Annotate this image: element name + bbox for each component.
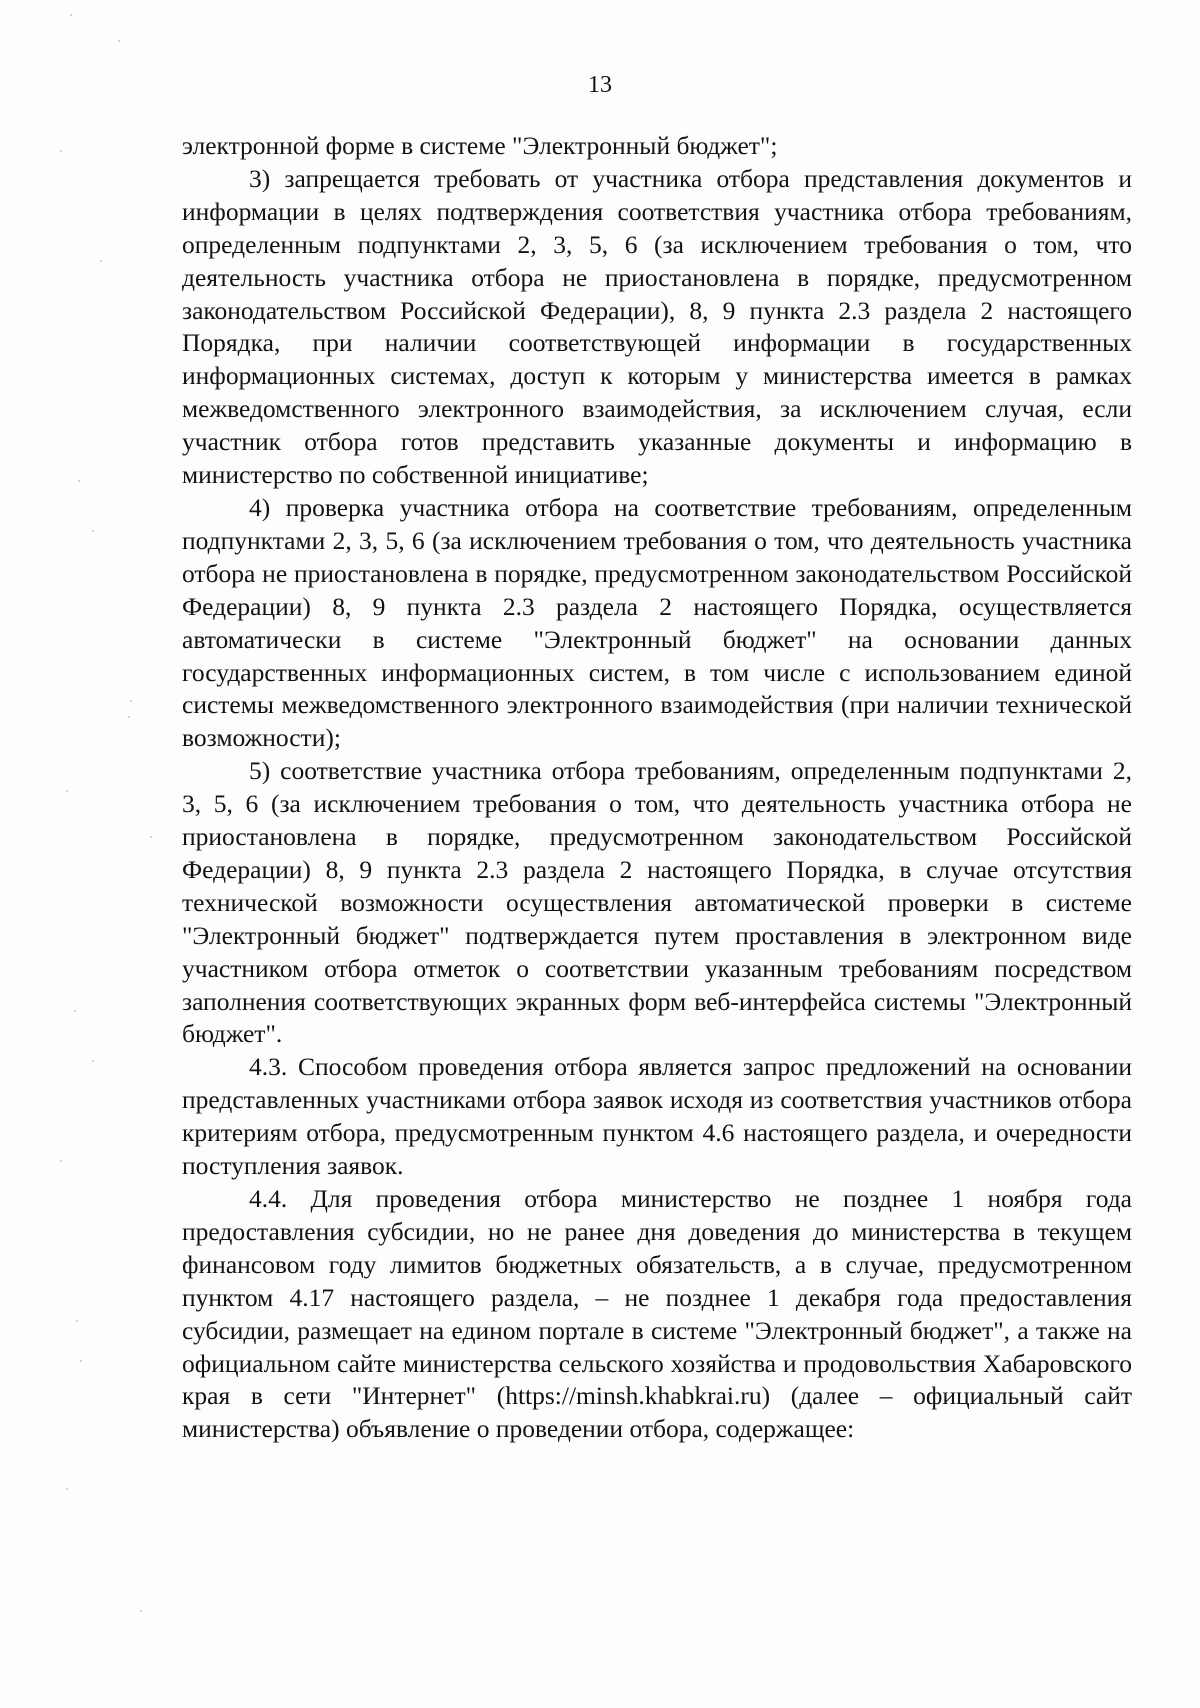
page-number: 13 — [588, 72, 612, 98]
paragraph-4-4: 4.4. Для проведения отбора министерство не позднее 1 ноября года предоставления субсидии, но не ранее дня доведения до министерства в текущем финансовом году лимитов бюджетных обязательств, а в случае, предусмотренном пунктом 4.17 настоящего раздела, – не позднее 1 декабря года предоставления субсидии, размещает на едином портале в системе "Электронный бюджет", а также на официальном сайте министерства сельского хозяйства и продовольствия Хабаровского края в сети "Интернет" (https://minsh.khabkrai.ru) (далее – официальный сайт министерства) объявление о проведении отбора, содержащее: — [182, 1184, 1132, 1444]
paragraph-item-3: 3) запрещается требовать от участника отбора представления документов и информации в целях подтверждения соответствия участника отбора требованиям, определенным подпунктами 2, 3, 5, 6 (за исключением требования о том, что деятельность участника отбора не приостановлена в порядке, предусмотренном законодательством Российской Федерации), 8, 9 пункта 2.3 раздела 2 настоящего Порядка, при наличии соответствующей информации в государственных информационных системах, доступ к которым у министерства имеется в рамках межведомственного электронного взаимодействия, за исключением случая, если участник отбора готов представить указанные документы и информацию в министерство по собственной инициативе; — [182, 163, 1132, 490]
paragraph-item-4: 4) проверка участника отбора на соответствие требованиям, определенным подпунктами 2, 3, 5, 6 (за исключением требования о том, что деятельность участника отбора не приостановлена в порядке, предусмотренном законодательством Российской Федерации) 8, 9 пункта 2.3 раздела 2 настоящего Порядка, осуществляется автоматически в системе "Электронный бюджет" на основании данных государственных информационных систем, в том числе с использованием единой системы межведомственного электронного взаимодействия (при наличии технической возможности); — [182, 492, 1132, 753]
paragraph-continuation: электронной форме в системе "Электронный бюджет"; — [182, 131, 778, 160]
paragraph-4-3: 4.3. Способом проведения отбора является запрос предложений на основании представленных участниками отбора заявок исходя из соответствия участников отбора критериям отбора, предусмотренным пунктом 4.6 настоящего раздела, и очередности поступления заявок. — [182, 1052, 1132, 1181]
document-text — [182, 130, 1132, 1446]
paragraph-item-5: 5) соответствие участника отбора требованиям, определенным подпунктами 2, 3, 5, 6 (за исключением требования о том, что деятельность участника отбора не приостановлена в порядке, предусмотренном законодательством Российской Федерации) 8, 9 пункта 2.3 раздела 2 настоящего Порядка, в случае отсутствия технической возможности осуществления автоматической проверки в системе "Электронный бюджет" подтверждается путем проставления в электронном виде участником отбора отметок о соответствии указанным требованиям посредством заполнения соответствующих экранных форм веб-интерфейса системы "Электронный бюджет". — [182, 756, 1132, 1049]
